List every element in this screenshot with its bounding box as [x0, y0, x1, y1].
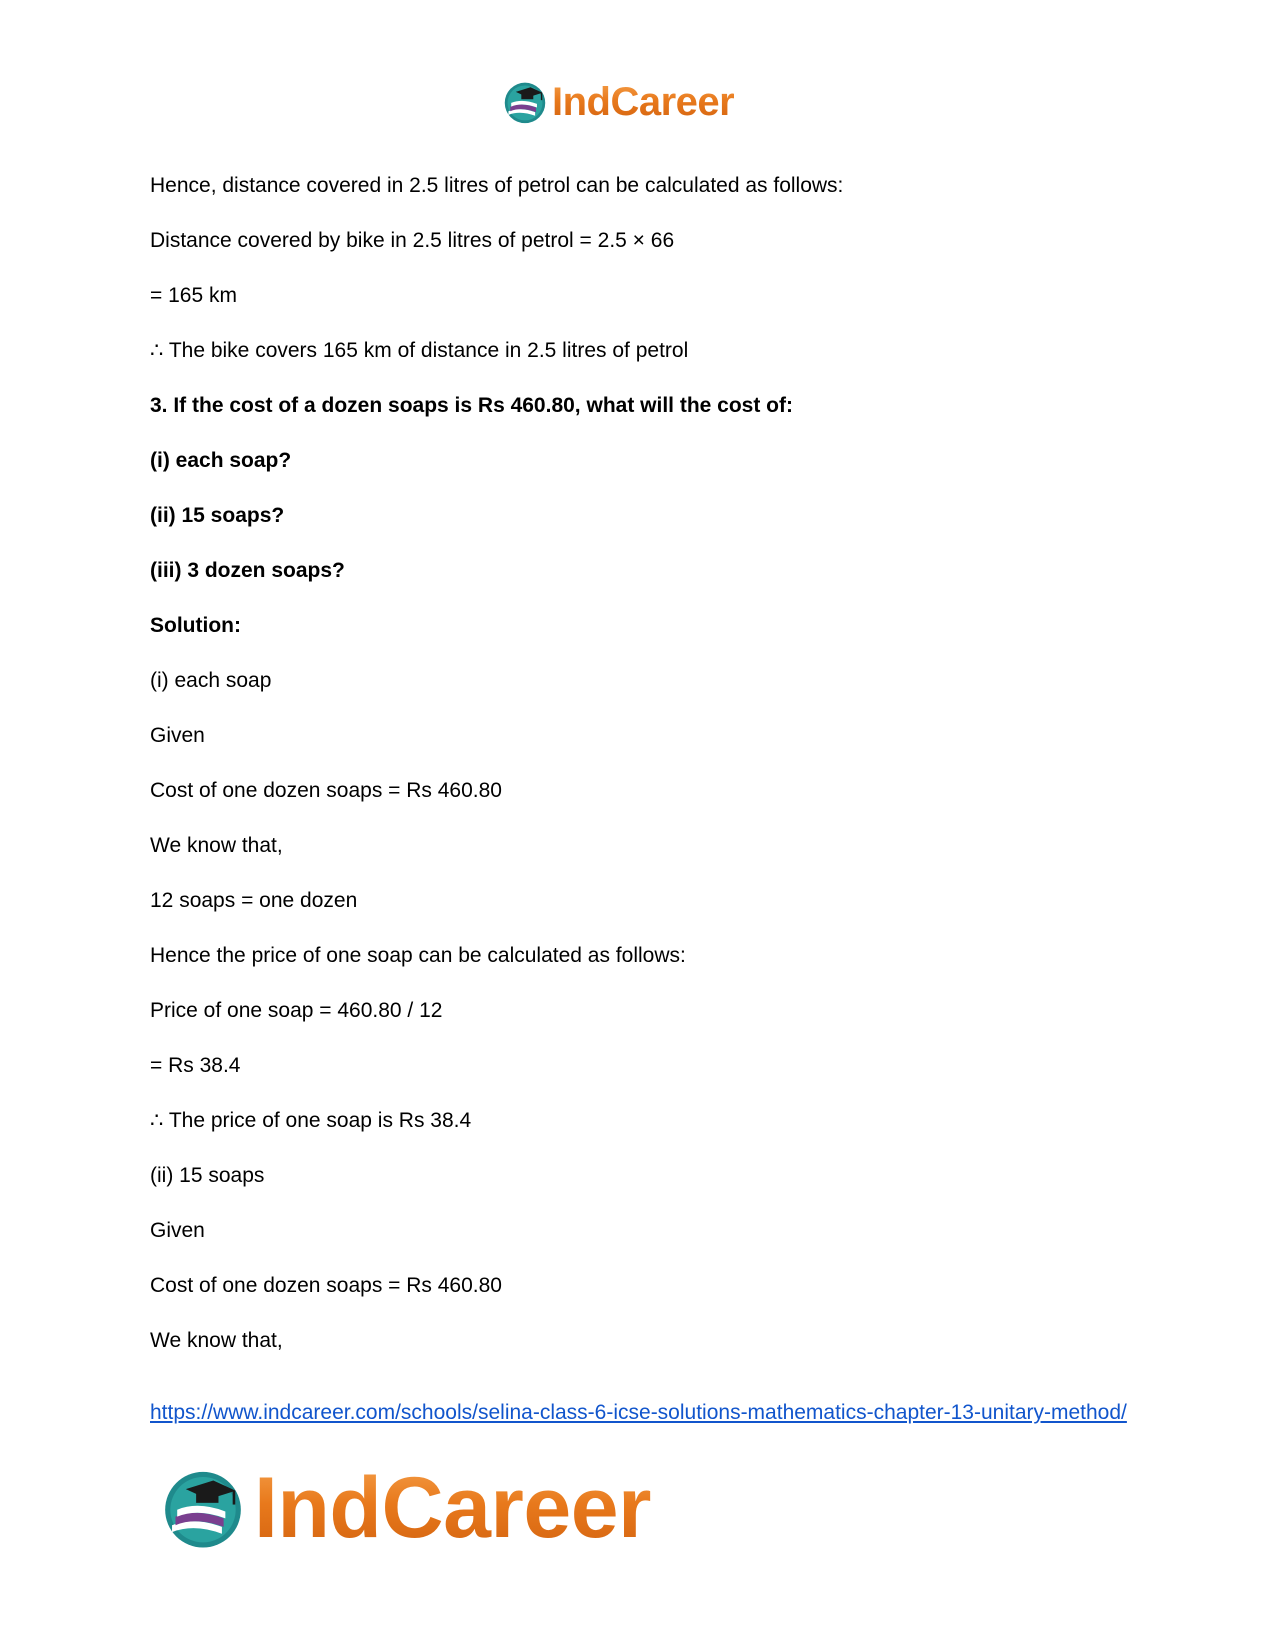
paragraph: We know that,	[150, 834, 283, 857]
paragraph: ∴ The price of one soap is Rs 38.4	[150, 1109, 472, 1132]
document-body	[150, 173, 1130, 1383]
header-logo	[502, 78, 734, 126]
question-line: (iii) 3 dozen soaps?	[150, 559, 345, 582]
logo-wordmark: IndCareer	[254, 1459, 651, 1556]
paragraph: Price of one soap = 460.80 / 12	[150, 999, 443, 1022]
paragraph: = 165 km	[150, 284, 237, 307]
paragraph: Given	[150, 1219, 205, 1242]
source-url-link[interactable]: https://www.indcareer.com/schools/selina-class-6-icse-solutions-mathematics-chapter-13-unitary-method/	[150, 1401, 1127, 1424]
paragraph: 12 soaps = one dozen	[150, 889, 358, 912]
paragraph: Cost of one dozen soaps = Rs 460.80	[150, 779, 502, 802]
footer-logo	[160, 1460, 651, 1556]
question-line: (ii) 15 soaps?	[150, 504, 285, 527]
paragraph: (i) each soap	[150, 669, 272, 692]
question-line: (i) each soap?	[150, 449, 292, 472]
question-line: Solution:	[150, 614, 241, 637]
book-graduation-cap-icon	[160, 1465, 246, 1551]
paragraph: Cost of one dozen soaps = Rs 460.80	[150, 1274, 502, 1297]
paragraph: (ii) 15 soaps	[150, 1164, 265, 1187]
paragraph: Hence the price of one soap can be calculated as follows:	[150, 944, 686, 967]
book-graduation-cap-icon	[502, 79, 548, 125]
paragraph: Given	[150, 724, 205, 747]
logo-wordmark: IndCareer	[552, 79, 735, 124]
paragraph: We know that,	[150, 1329, 283, 1352]
paragraph: ∴ The bike covers 165 km of distance in 2.5 litres of petrol	[150, 339, 689, 362]
paragraph: Hence, distance covered in 2.5 litres of petrol can be calculated as follows:	[150, 174, 844, 197]
paragraph: Distance covered by bike in 2.5 litres of petrol = 2.5 × 66	[150, 229, 675, 252]
paragraph: = Rs 38.4	[150, 1054, 241, 1077]
question-line: 3. If the cost of a dozen soaps is Rs 460.80, what will the cost of:	[150, 394, 793, 417]
